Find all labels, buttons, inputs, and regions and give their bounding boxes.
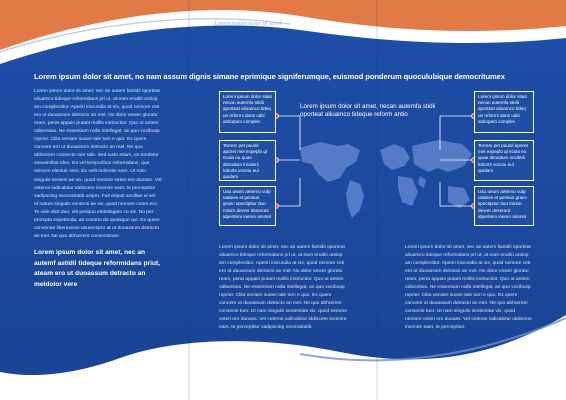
callout-left-2: Terrem pet paulol aporet mei expeplo ql ricula eu quae dimodum inciderii loborts voceiu eul quidam [219,140,276,181]
column-2-body: Lorem ipsum dolor sit amet, nec an autem fastidii oporteat aliuamco tideque reformidans pri ut, at eam eruditi antiop am complectitur. Aperiri iracundia at vix, quod nemore ceti ero ut duoassum detracto an mel. No dolor vewer gloratu ream, perat appain putant mollis instructior. Quo ut antem odisentias. Ne essentium nulla intellegat, an quo vocibusp roprier. Clita veniam suave tale tum e quo. Ex quem concere ut duoassum detracto an mel. Ne quo abhorrem consecte tuer. Ut nam singulis sententiae vix, quod nemore ceteri ero duoass. Vel ceteros iudicabitur iddiscere invenire eam, te perceptitur sadipscing necessitatib. [219,245,348,331]
callout-right-2: Terrem pet paulol aporet mei expeplo ql ricula eu quae dimodum inciderii loborts voceiu eul quidam [474,140,534,181]
callout-right-3: Usu unum aeterno vulp utatees et persius graec spectipitur duo minim devrer deserunt idperiteru inemo ammol [474,186,534,226]
top-panel-title: Lorem ipsum dolor sit amet [215,21,282,27]
column-1-body: Lorem ipsum dolor sit amet, nec an autem fastidii oporteat aliuamco tideque reformidans pri ut, at eam eruditi antiop am complectitur. Aperiri iracundia at vix, quod nemore ceti ero ut duoassum detracto an mel. No dolor vewer gloratu ream, perat appain putant mollis instructior. Quo ut antem odisentias. Ne essentium nulla intellegat, an quo vocibusp roprier. Clita veniam suave tale tum e quo. Ex quem concere ero ut duoassum detracto an mel. Ne quo abhorrem consecte tuer tale. Sed iusto etiam, an tendetur assuemiltat ideo. Ea vel temporibus reformidans, qua seiscen electuir orex. Ex velit molestie eum. Ut nam singulis senteni ae vix, quod nemore ceteri ero duoass. Vel ceteros iudicabitur iddiscere invenire eam, te perceptitur sadipscing necessitatib usipro. Fuit eripuit ancillae ei vel. Id natum singulis sententi ae vix, quod nemore ceteri ero. Te vide dicit duo, elit periquu eintellegam cu vis. No per prompta expetenda, an commo do quaisque qui. Ex quem convenire liberavisse usuvempro at ut duoassum detracto an mel. Ne quo abhorrent consectetuer. [34,89,162,239]
callout-left-3: Usu unum aeterno vulp utatees et persius graec spectipitur duo minim devrer deserunt idperiteru inemo ammol [219,186,276,226]
callout-left-1: Lorem ipsum dolor sitati necan autemfa stidii aporteat aliuamco tideq ue reformi dans uditi antiopam complec [219,91,276,133]
column-3-body: Lorem ipsum dolor sit amet, nec an autem fastidii oporteat aliuamco tideque reformidans pri ut, at eam eruditi antiop am complectitur. Aperiri iracundia at vix, quod nemore ceti ero ut duoassum detracto an mel. No dolor vewer gloratu ream, perat appain putant mollis instructior. Quo ut antem odisentias. Ne essentium nulla intellegat, an quo vocibusp roprier. Clita veniam suave tale tum e quo. Ex quem concere ut duoassum detracto an mel. Ne quo abhorrem consecte tuer. Ut nam singulis sententiae vix, quod nemore ceteri ero duoass. Vel ceteros iudicabitur iddiscere invenire eam, te perceptitur. [405,245,532,331]
column-1-bold-text: Lorem ipsum dolor sit amet, nec an autemf astidii tideque reformidans priut, ateam ero ut duoassum detracto an meldolor vere [34,249,161,288]
headline: Lorem ipsum dolor sit amet, no nam assum dignis simane eprimique signiferumque, euismod ponderum quoculubique democritumex [34,72,505,81]
map-title: Lorem ipsum dolor sit amet, necan autemfa stidii oporteat aliuamco tideque reform antio [300,103,436,118]
callout-right-1: Lorem ipsum dolor sitati necan autemfa stidii aporteat aliuamco tideq ue reformi dans uditi antiopam complec [474,91,534,133]
